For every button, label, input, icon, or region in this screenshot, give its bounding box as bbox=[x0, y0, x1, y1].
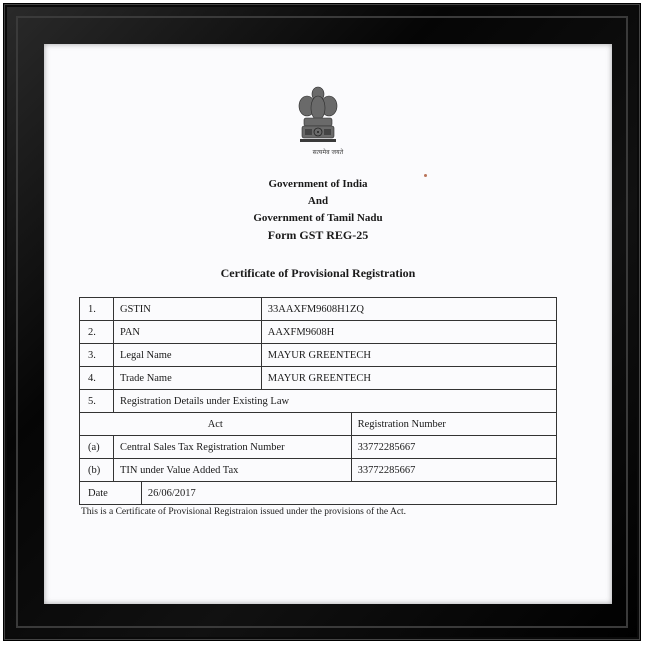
table-header-row bbox=[80, 413, 557, 436]
trade-name-value: MAYUR GREENTECH bbox=[261, 367, 556, 390]
row-number: 4. bbox=[80, 367, 114, 390]
table-row bbox=[80, 298, 557, 321]
row-label: GSTIN bbox=[113, 298, 261, 321]
row-number: 2. bbox=[80, 321, 114, 344]
item-key: (b) bbox=[80, 459, 114, 482]
table-row bbox=[80, 321, 557, 344]
form-title: Form GST REG-25 bbox=[267, 228, 369, 242]
row-label: PAN bbox=[113, 321, 261, 344]
pan-value: AAXFM9608H bbox=[261, 321, 556, 344]
act-name: Central Sales Tax Registration Number bbox=[113, 436, 351, 459]
row-number: 1. bbox=[80, 298, 114, 321]
table-row bbox=[80, 367, 557, 390]
column-header-act: Act bbox=[80, 413, 352, 436]
row-number: 5. bbox=[80, 390, 114, 413]
gstin-value: 33AAXFM9608H1ZQ bbox=[261, 298, 556, 321]
registration-number: 33772285667 bbox=[351, 436, 556, 459]
table-row bbox=[80, 390, 557, 413]
national-emblem-icon bbox=[296, 84, 340, 156]
date-value: 26/06/2017 bbox=[141, 482, 556, 505]
legal-name-value: MAYUR GREENTECH bbox=[261, 344, 556, 367]
row-label: Legal Name bbox=[113, 344, 261, 367]
section5-label: Registration Details under Existing Law bbox=[113, 390, 556, 413]
registration-number: 33772285667 bbox=[351, 459, 556, 482]
registration-table bbox=[79, 297, 557, 505]
act-name: TIN under Value Added Tax bbox=[113, 459, 351, 482]
header-and: And bbox=[307, 195, 329, 207]
header-government-of-india: Government of India bbox=[268, 178, 368, 190]
header-government-of-tamil-nadu: Government of Tamil Nadu bbox=[253, 212, 383, 224]
table-row bbox=[80, 436, 557, 459]
row-label: Trade Name bbox=[113, 367, 261, 390]
item-key: (a) bbox=[80, 436, 114, 459]
emblem-motto: सत्यमेव जयते bbox=[312, 150, 344, 156]
row-number: 3. bbox=[80, 344, 114, 367]
date-label: Date bbox=[80, 482, 142, 505]
table-row bbox=[80, 344, 557, 367]
table-row bbox=[80, 459, 557, 482]
picture-frame bbox=[4, 4, 640, 640]
ink-speck bbox=[424, 174, 427, 177]
certificate-title: Certificate of Provisional Registration bbox=[220, 266, 416, 280]
certificate-document bbox=[44, 44, 612, 604]
table-row bbox=[80, 482, 557, 505]
footer-note: This is a Certificate of Provisional Registraion issued under the provisions of the Act. bbox=[81, 507, 407, 517]
column-header-registration-number: Registration Number bbox=[351, 413, 556, 436]
